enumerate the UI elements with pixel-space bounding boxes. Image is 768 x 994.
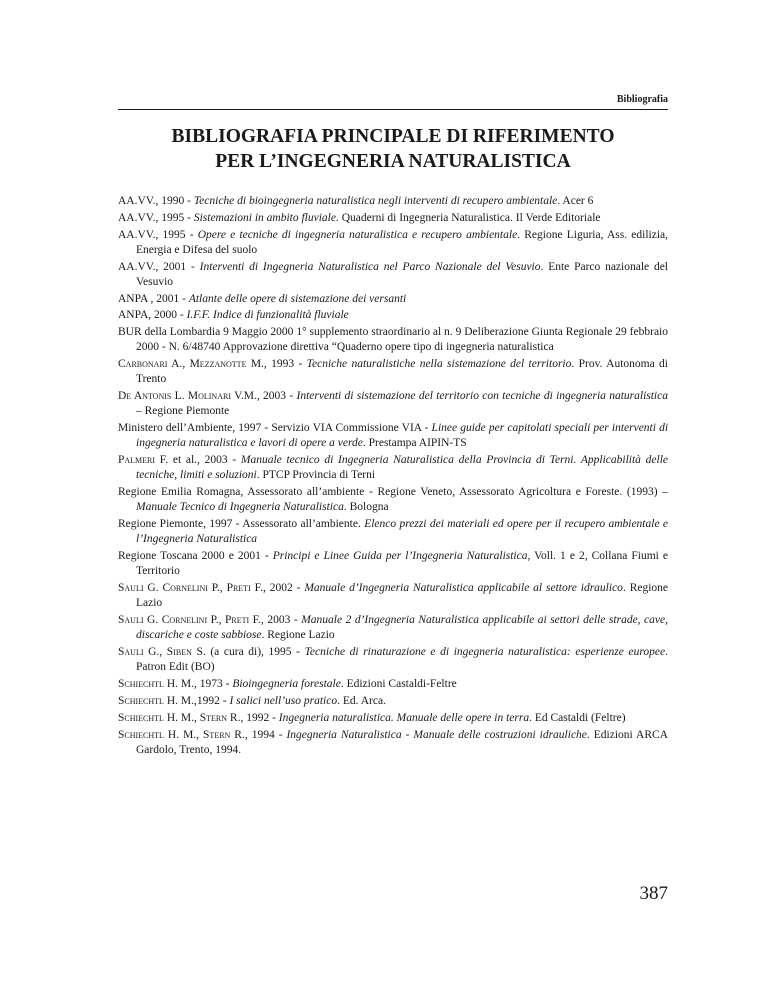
bibliography-entry: Schiechtl H. M.,1992 - I salici nell’uso pratico. Ed. Arca. [118,694,386,707]
bibliography-entry: Regione Piemonte, 1997 - Assessorato all’ambiente. Elenco prezzi dei materiali ed opere per il recupero ambientale e l’Ingegneria Naturalistica [118,518,668,546]
bibliography-entry: Sauli G. Cornelini P., Preti F., 2003 - Manuale 2 d’Ingegneria Naturalistica applicabile ai settori delle strade, cave, discariche e coste sabbiose. Regione Lazio [118,614,668,642]
bibliography-entry: Ministero dell’Ambiente, 1997 - Servizio VIA Commissione VIA - Linee guide per capitolati speciali per interventi di ingegneria naturalistica e lavori di opere a verde. Prestampa AIPIN-TS [118,422,669,450]
bibliography-entry: AA.VV., 1990 - Tecniche di bioingegneria naturalistica negli interventi di recupero ambientale. Acer 6 [118,195,594,207]
bibliography-entry: Schiechtl H. M., Stern R., 1994 - Ingegneria Naturalistica - Manuale delle costruzioni idrauliche. Edizioni ARCA Gardolo, Trento, 1994. [118,728,669,756]
bibliography-entry: Sauli G., Siben S. (a cura di), 1995 - Tecniche di rinaturazione e di ingegneria naturalistica: esperienze europee. Patron Edit (BO) [118,646,668,674]
header-rule [118,109,668,110]
bibliography-entry: ANPA, 2000 - I.F.F. Indice di funzionalità fluviale [118,309,349,322]
page-title [118,124,668,174]
bibliography-list [118,194,668,760]
title-line-2: PER L’INGEGNERIA NATURALISTICA [215,151,571,172]
bibliography-entry: AA.VV., 1995 - Opere e tecniche di ingegneria naturalistica e recupero ambientale. Regione Liguria, Ass. edilizia, Energia e Difesa del suolo [118,228,668,256]
bibliography-entry: Carbonari A., Mezzanotte M., 1993 - Tecniche naturalistiche nella sistemazione del territorio. Prov. Autonoma di Trento [118,358,669,386]
bibliography-entry: Sauli G. Cornelini P., Preti F., 2002 - Manuale d’Ingegneria Naturalistica applicabile al settore idraulico. Regione Lazio [118,582,669,610]
bibliography-entry: Regione Toscana 2000 e 2001 - Principi e Linee Guida per l’Ingegneria Naturalistica, Voll. 1 e 2, Collana Fiumi e Territorio [118,550,669,578]
bibliography-entry: Schiechtl H. M., Stern R., 1992 - Ingegneria naturalistica. Manuale delle opere in terra. Ed Castaldi (Feltre) [118,711,626,724]
bibliography-entry: Palmeri F. et al., 2003 - Manuale tecnico di Ingegneria Naturalistica della Provincia di Terni. Applicabilità delle tecniche, limiti e soluzioni. PTCP Provincia di Terni [118,454,668,482]
bibliography-entry: De Antonis L. Molinari V.M., 2003 - Interventi di sistemazione del territorio con tecniche di ingegneria naturalistica – Regione Piemonte [118,390,668,418]
bibliography-entry: BUR della Lombardia 9 Maggio 2000 1° supplemento straordinario al n. 9 Deliberazione Giunta Regionale 29 febbraio 2000 - N. 6/48740 Approvazione direttiva “Quaderno opere tipo di ingegneria naturalistica [118,326,668,354]
running-head: Bibliografia [616,94,668,105]
bibliography-entry: AA.VV., 1995 - Sistemazioni in ambito fluviale. Quaderni di Ingegneria Naturalistica. Il Verde Editoriale [118,211,601,224]
bibliography-entry: AA.VV., 2001 - Interventi di Ingegneria Naturalistica nel Parco Nazionale del Vesuvio. Ente Parco nazionale del Vesuvio [118,260,668,288]
bibliography-entry: ANPA , 2001 - Atlante delle opere di sistemazione dei versanti [118,292,407,305]
bibliography-entry: Schiechtl H. M., 1973 - Bioingegneria forestale. Edizioni Castaldi-Feltre [118,678,457,691]
page-number: 387 [639,883,668,904]
title-line-1: BIBLIOGRAFIA PRINCIPALE DI RIFERIMENTO [171,126,615,147]
bibliography-entry: Regione Emilia Romagna, Assessorato all’ambiente - Regione Veneto, Assessorato Agricoltura e Foreste. (1993) – Manuale Tecnico di Ingegneria Naturalistica. Bologna [118,486,668,514]
